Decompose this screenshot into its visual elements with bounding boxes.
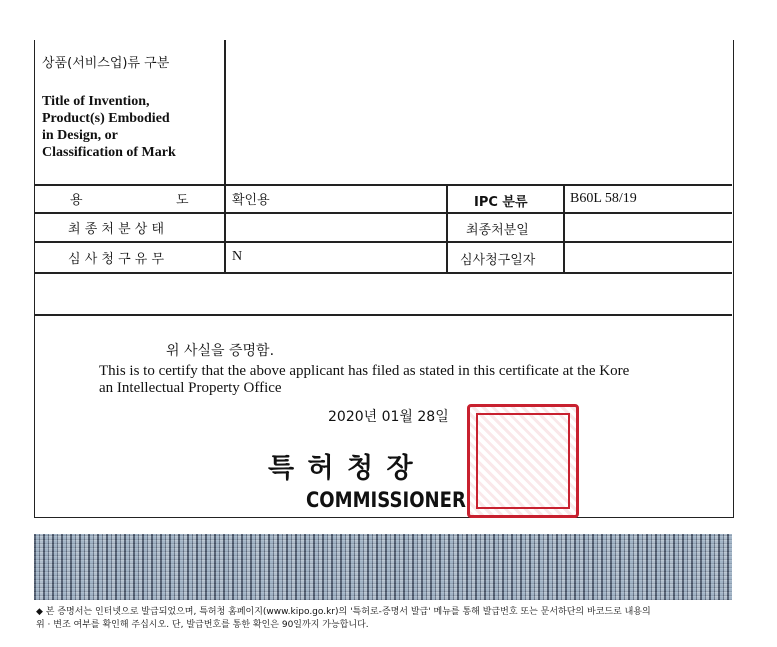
use-value: 확인용 <box>232 193 270 208</box>
title-of-invention-label: Title of Invention, Product(s) Embodied in Design, or Classification of Mark <box>42 94 176 160</box>
column-divider <box>446 184 448 272</box>
final-status-label: 최 종 처 분 상 태 <box>68 222 165 237</box>
final-date-label: 최종처분일 <box>466 223 529 238</box>
commissioner-label: COMMISSIONER <box>306 488 466 512</box>
row-divider <box>34 241 732 243</box>
exam-request-label: 심 사 청 구 유 무 <box>68 252 165 267</box>
exam-request-value: N <box>232 249 243 264</box>
use-label-part2: 도 <box>176 193 189 208</box>
ipc-value: B60L 58/19 <box>570 191 637 206</box>
official-seal <box>467 404 579 518</box>
use-label-part1: 용 <box>70 193 83 208</box>
statement-english-line2: an Intellectual Property Office <box>99 380 282 396</box>
statement-english-line1: This is to certify that the above applicant has filed as stated in this certificate at the Kore <box>99 363 630 379</box>
column-divider <box>224 40 226 272</box>
row-divider <box>34 184 732 186</box>
issue-date: 2020년 01월 28일 <box>328 409 449 425</box>
row-divider <box>34 212 732 214</box>
document-barcode <box>34 534 732 600</box>
ipc-label: IPC 분류 <box>474 195 528 210</box>
row-divider <box>34 272 732 274</box>
row-divider <box>34 314 732 316</box>
office-title: 특 허 청 장 <box>268 453 415 484</box>
footer-note-line1: ◆ 본 증명서는 인터넷으로 발급되었으며, 특허청 홈페이지(www.kipo.go.kr)의 '특허로-증명서 발급' 메뉴를 통해 발급번호 또는 문서하단의 바코드로 내용의 <box>36 607 651 617</box>
exam-request-date-label: 심사청구일자 <box>460 253 536 268</box>
category-label: 상품(서비스업)류 구분 <box>42 56 170 71</box>
footer-note-line2: 위 · 변조 여부를 확인해 주십시오. 단, 발급번호를 통한 확인은 90일까지 가능합니다. <box>36 620 369 630</box>
column-divider <box>563 184 565 272</box>
statement-korean: 위 사실을 증명함. <box>166 343 275 359</box>
